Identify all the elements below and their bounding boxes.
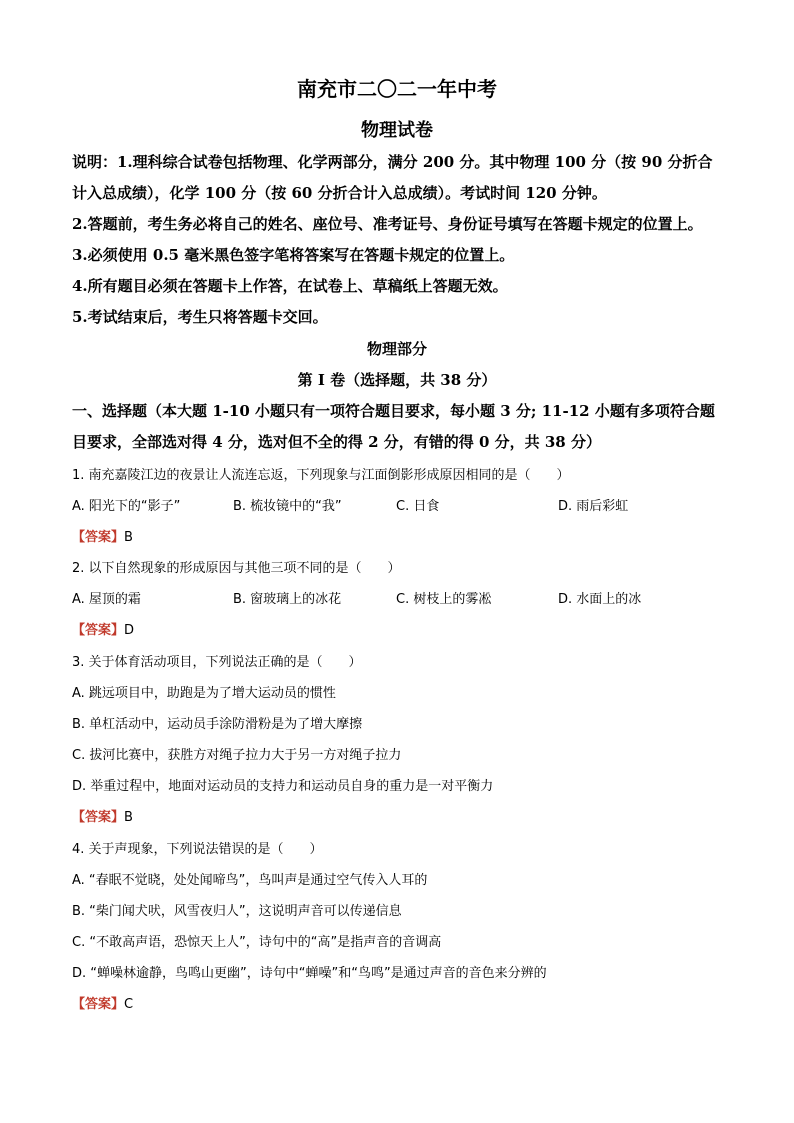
option-c: C. “不敢高声语，恐惊天上人”，诗句中的“高”是指声音的音调高 [72, 935, 442, 950]
page-subtitle: 物理试卷 [361, 120, 433, 141]
instructions-line: 5.考试结束后，考生只将答题卡交回。 [72, 308, 328, 326]
instructions-line: 4.所有题目必须在答题卡上作答，在试卷上、草稿纸上答题无效。 [72, 277, 508, 295]
answer-tag: 【答案】 [72, 997, 125, 1012]
option-a: A. 跳远项目中，助跑是为了增大运动员的惯性 [72, 686, 336, 701]
answer-value: B [124, 810, 133, 825]
section-title: 目要求，全部选对得 4 分，选对但不全的得 2 分，有错的得 0 分，共 38 分） [72, 433, 601, 451]
option-c: C. 拔河比赛中，获胜方对绳子拉力大于另一方对绳子拉力 [72, 748, 402, 763]
question-stem: 3. 关于体育活动项目，下列说法正确的是（ ） [72, 655, 362, 670]
instructions-line: 说明：1.理科综合试卷包括物理、化学两部分，满分 200 分。其中物理 100 分（按 90 分折合 [72, 153, 713, 171]
question-stem: 1. 南充嘉陵江边的夜景让人流连忘返，下列现象与江面倒影形成原因相同的是（ ） [72, 468, 570, 483]
option-c: C. 日食 [396, 499, 440, 514]
option-d: D. 水面上的冰 [558, 592, 642, 607]
volume-title: 第 I 卷（选择题，共 38 分） [297, 371, 497, 389]
option-a: A. “春眠不觉晓，处处闻啼鸟”，鸟叫声是通过空气传入人耳的 [72, 873, 428, 888]
option-b: B. “柴门闻犬吠，风雪夜归人”，这说明声音可以传递信息 [72, 904, 402, 919]
answer-tag: 【答案】 [72, 530, 125, 545]
option-b: B. 梳妆镜中的“我” [233, 499, 342, 514]
question-stem: 4. 关于声现象，下列说法错误的是（ ） [72, 842, 323, 857]
option-b: B. 单杠活动中，运动员手涂防滑粉是为了增大摩擦 [72, 717, 363, 732]
answer-value: D [124, 623, 135, 638]
option-a: A. 屋顶的霜 [72, 592, 141, 607]
option-a: A. 阳光下的“影子” [72, 499, 181, 514]
answer-tag: 【答案】 [72, 810, 125, 825]
question-stem: 2. 以下自然现象的形成原因与其他三项不同的是（ ） [72, 561, 401, 576]
option-c: C. 树枝上的雾凇 [396, 592, 492, 607]
option-b: B. 窗玻璃上的冰花 [233, 592, 342, 607]
option-d: D. “蝉噪林逾静，鸟鸣山更幽”，诗句中“蝉噪”和“鸟鸣”是通过声音的音色来分辨的 [72, 966, 547, 981]
answer-line [72, 806, 133, 825]
instructions-line: 3.必须使用 0.5 毫米黑色签字笔将答案写在答题卡规定的位置上。 [72, 246, 515, 264]
answer-value: C [124, 997, 134, 1012]
option-d: D. 雨后彩虹 [558, 499, 629, 514]
answer-value: B [124, 530, 133, 545]
instructions-line: 计入总成绩），化学 100 分（按 60 分折合计入总成绩）。考试时间 120 分钟。 [72, 184, 607, 202]
instructions-line: 2.答题前，考生务必将自己的姓名、座位号、准考证号、身份证号填写在答题卡规定的位置上。 [72, 215, 703, 233]
answer-line [72, 993, 133, 1012]
answer-line [72, 526, 133, 545]
part-title: 物理部分 [366, 340, 427, 358]
answer-tag: 【答案】 [72, 623, 125, 638]
answer-line [72, 619, 134, 638]
option-d: D. 举重过程中，地面对运动员的支持力和运动员自身的重力是一对平衡力 [72, 779, 494, 794]
page-title: 南充市二〇二一年中考 [297, 77, 497, 101]
section-title: 一、选择题（本大题 1-10 小题只有一项符合题目要求，每小题 3 分; 11-12 小题有多项符合题 [72, 402, 715, 420]
